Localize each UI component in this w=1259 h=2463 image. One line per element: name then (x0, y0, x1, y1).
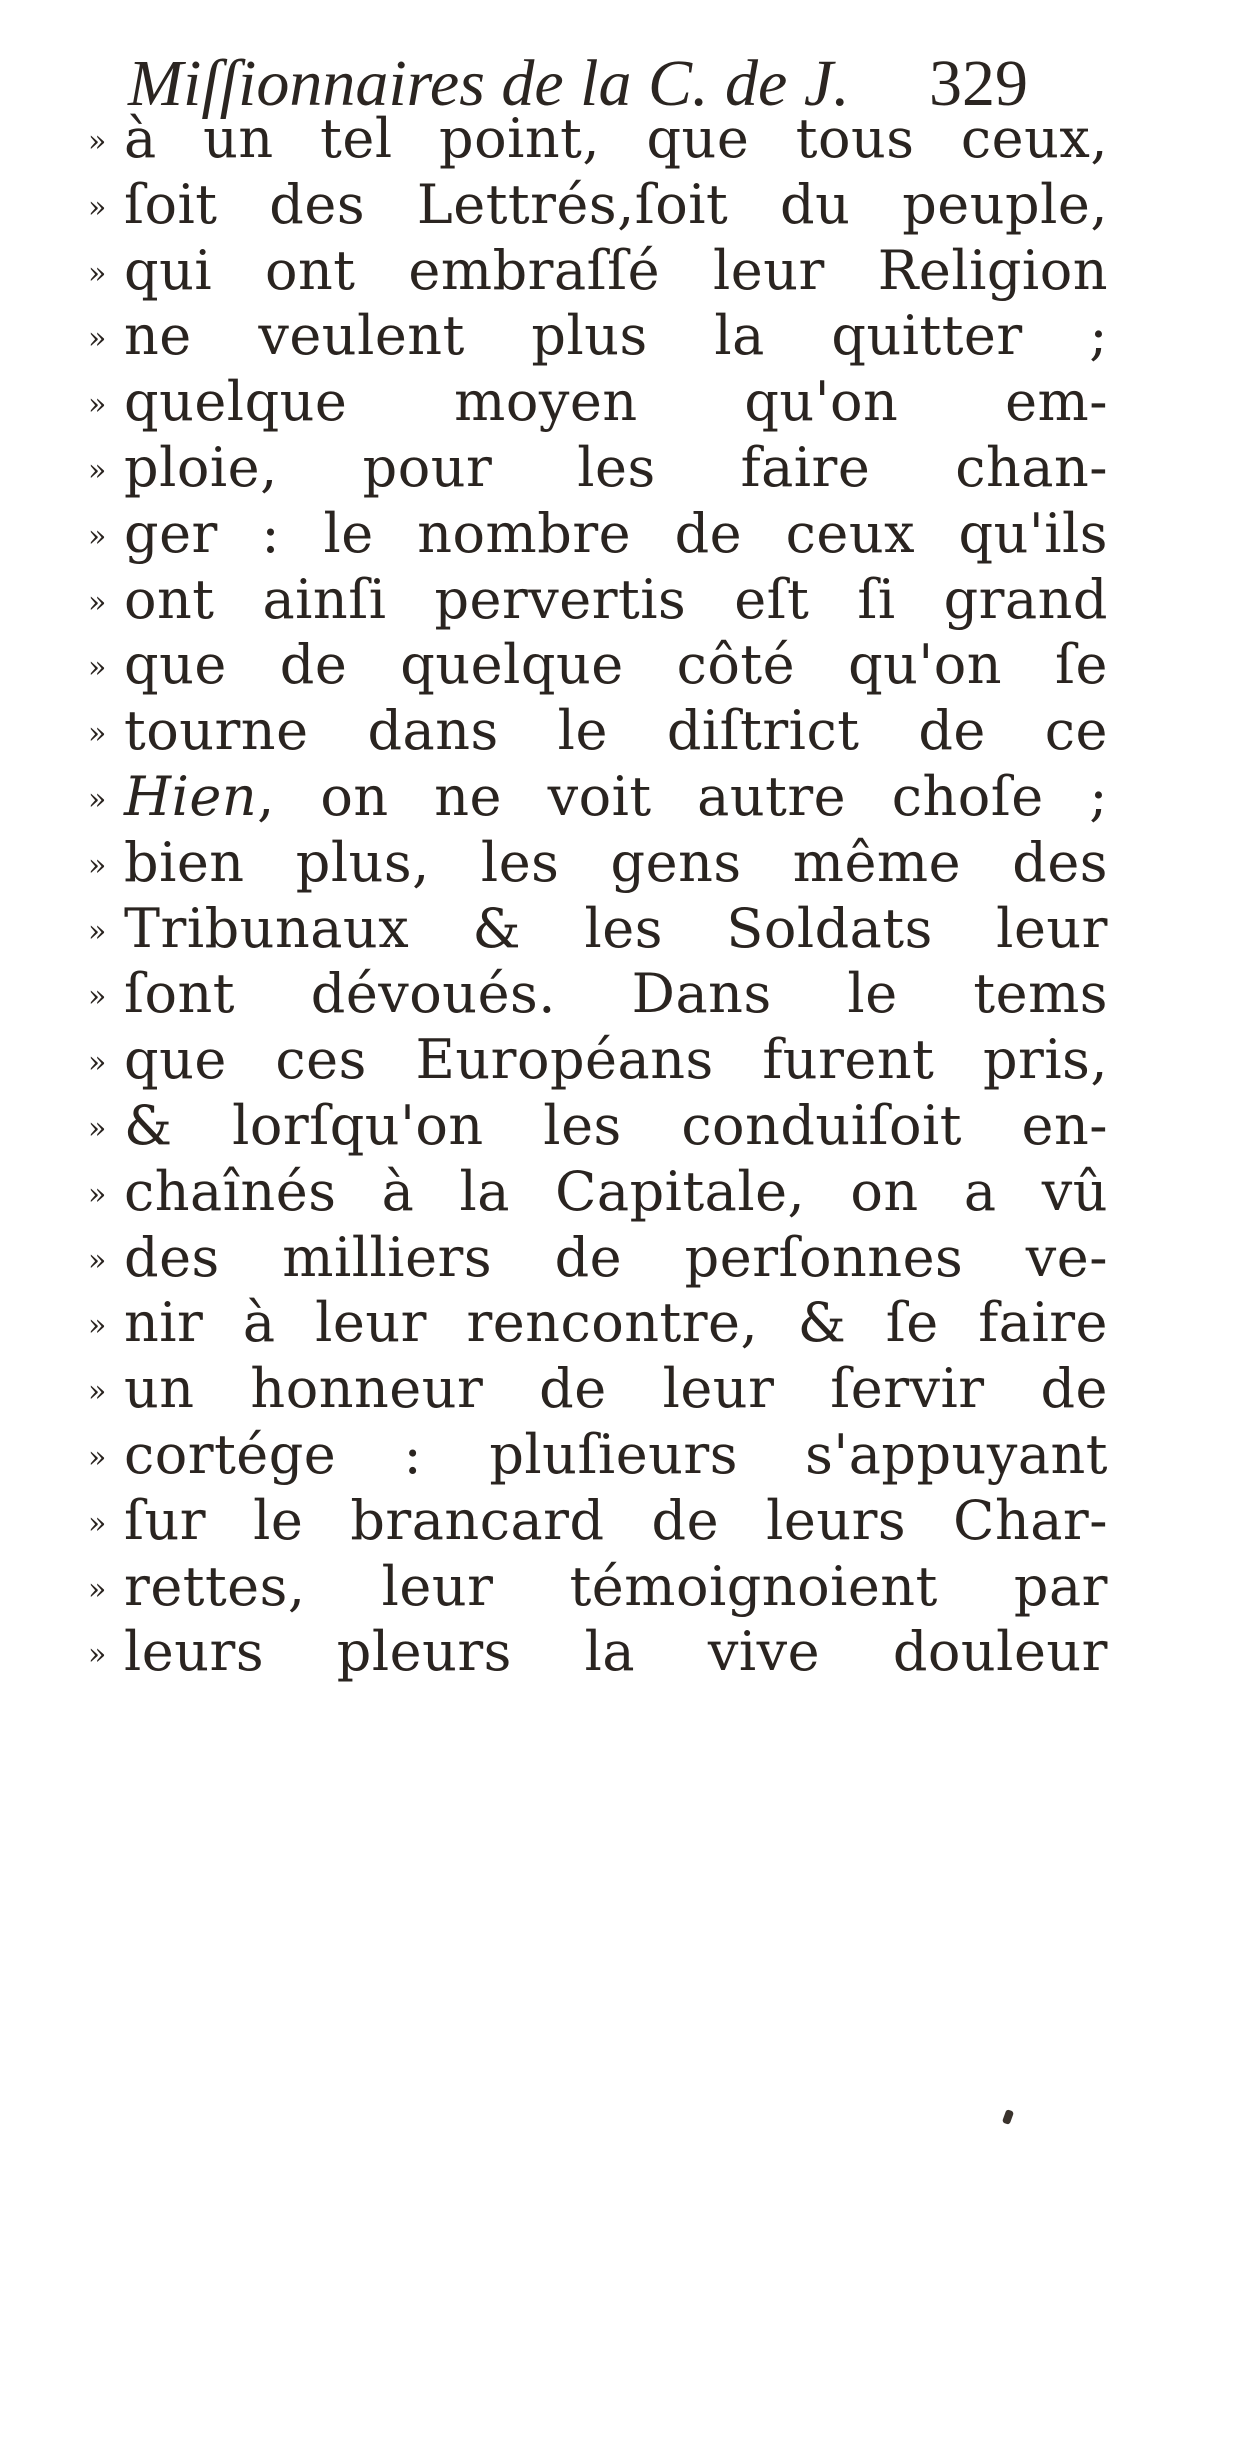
text-line (88, 1159, 1108, 1225)
quotation-mark: » (88, 979, 107, 1015)
quotation-mark: » (88, 255, 107, 291)
quotation-mark: » (88, 387, 107, 423)
line-text: ont ainſi pervertis eſt ſi grand (124, 567, 1108, 631)
text-line (88, 1225, 1108, 1291)
text-line (88, 238, 1108, 304)
quotation-mark: » (88, 584, 107, 620)
quotation-mark: » (88, 650, 107, 686)
text-line (88, 764, 1108, 830)
quotation-mark: » (88, 1242, 107, 1278)
quotation-mark: » (88, 321, 107, 357)
line-text: rettes, leur témoignoient par (124, 1554, 1108, 1618)
quotation-mark: » (88, 189, 107, 225)
line-text: ſont dévoués. Dans le tems (124, 962, 1108, 1026)
line-text: chaînés à la Capitale, on a vû (124, 1159, 1108, 1223)
text-line (88, 567, 1108, 633)
text-line (88, 435, 1108, 501)
line-text: ſur le brancard de leurs Char- (124, 1488, 1108, 1552)
text-line (88, 961, 1108, 1027)
text-line (88, 1290, 1108, 1356)
quotation-mark: » (88, 716, 107, 752)
quotation-mark: » (88, 1308, 107, 1344)
quotation-mark: » (88, 518, 107, 554)
quotation-mark: » (88, 847, 107, 883)
line-text: que de quelque côté qu'on ſe (124, 633, 1108, 697)
text-line (88, 172, 1108, 238)
quotation-mark: » (88, 913, 107, 949)
line-text: un honneur de leur ſervir de (124, 1357, 1108, 1421)
quotation-mark: » (88, 781, 107, 817)
line-text: leurs pleurs la vive douleur (124, 1620, 1108, 1684)
line-text: ne veulent plus la quitter ; (124, 304, 1108, 368)
line-text: ploie, pour les faire chan- (124, 435, 1108, 499)
quotation-mark: » (88, 1045, 107, 1081)
quotation-mark: » (88, 1439, 107, 1475)
text-line (88, 501, 1108, 567)
line-text: Hien, on ne voit autre choſe ; (124, 764, 1108, 828)
text-line (88, 369, 1108, 435)
quotation-mark: » (88, 1110, 107, 1146)
quotation-mark: » (88, 124, 107, 159)
ink-speck (1002, 2109, 1014, 2125)
quotation-mark: » (88, 1505, 107, 1541)
line-text: nir à leur rencontre, & ſe faire (124, 1291, 1108, 1355)
page-number: 329 (929, 47, 1028, 120)
line-text: & lorſqu'on les conduiſoit en- (124, 1093, 1108, 1157)
line-text: bien plus, les gens même des (124, 830, 1108, 894)
text-line (88, 1356, 1108, 1422)
text-line (88, 896, 1108, 962)
quotation-mark: » (88, 1571, 107, 1607)
text-line (88, 632, 1108, 698)
quotation-mark: » (88, 1374, 107, 1410)
text-line (88, 698, 1108, 764)
line-text: Tribunaux & les Soldats leur (124, 896, 1108, 960)
text-line (88, 830, 1108, 896)
quotation-mark: » (88, 452, 107, 488)
text-line (88, 1422, 1108, 1488)
text-line (88, 106, 1108, 172)
line-text: des milliers de perſonnes ve- (124, 1225, 1108, 1289)
line-text: quelque moyen qu'on em- (124, 370, 1108, 434)
line-text: tourne dans le diſtrict de ce (124, 699, 1108, 763)
line-text: ger : le nombre de ceux qu'ils (124, 501, 1108, 565)
line-text: que ces Européans furent pris, (124, 1028, 1108, 1092)
text-line (88, 1619, 1108, 1685)
text-line (88, 1093, 1108, 1159)
line-text: cortége : pluſieurs s'appuyant (124, 1422, 1108, 1486)
quotation-mark: » (88, 1637, 107, 1673)
text-line (88, 1488, 1108, 1554)
text-line (88, 303, 1108, 369)
body-text (88, 106, 1108, 1685)
line-text: qui ont embraſſé leur Religion (124, 238, 1108, 302)
text-line (88, 1027, 1108, 1093)
running-head-title: Miſſionnaires de la C. de J. (128, 47, 850, 120)
line-text: à un tel point, que tous ceux, (124, 107, 1108, 170)
line-text: ſoit des Lettrés,ſoit du peuple, (124, 172, 1108, 236)
text-line (88, 1554, 1108, 1620)
quotation-mark: » (88, 1176, 107, 1212)
